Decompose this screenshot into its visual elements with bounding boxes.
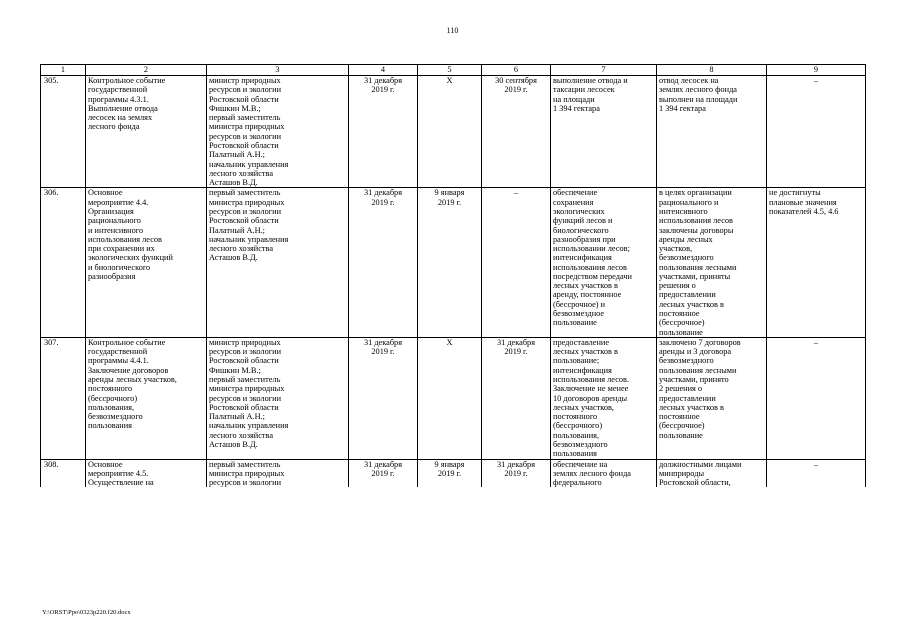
plan-date: 31 декабря 2019 г. [349,76,418,188]
planned-result: обеспечение на землях лесного фонда федерального [551,459,657,487]
start-date: 9 января 2019 г. [418,459,482,487]
reasons: не достигнуты плановые значения показателей 4.5, 4.6 [767,188,866,338]
col-header-1: 1 [41,65,86,76]
col-header-9: 9 [767,65,866,76]
measure-name: Контрольное событие государственной программы 4.4.1. Заключение договоров аренды лесных участков, постоянного (бессрочного) пользования, безвозмездного пользования [86,337,207,459]
measure-name: Контрольное событие государственной программы 4.3.1. Выполнение отвода лесосек на землях лесного фонда [86,76,207,188]
end-date: 30 сентября 2019 г. [482,76,551,188]
end-date: – [482,188,551,338]
report-table [40,64,866,487]
actual-result: отвод лесосек на землях лесного фонда выполнен на площади 1 394 гектара [657,76,767,188]
planned-result: выполнение отвода и таксации лесосек на площади 1 394 гектара [551,76,657,188]
col-header-7: 7 [551,65,657,76]
start-date: 9 января 2019 г. [418,188,482,338]
row-number: 308. [41,459,86,487]
table-row [41,459,866,487]
end-date: 31 декабря 2019 г. [482,459,551,487]
actual-result: заключено 7 договоров аренды и 3 договора безвозмездного пользования лесными участками, принято 2 решения о предоставлении лесных участков в постоянное (бессрочное) пользование [657,337,767,459]
col-header-6: 6 [482,65,551,76]
col-header-2: 2 [86,65,207,76]
col-header-5: 5 [418,65,482,76]
actual-result: должностными лицами минприроды Ростовской области, [657,459,767,487]
responsible-person: первый заместитель министра природных ресурсов и экологии Ростовской области Палатный А.Н.; начальник управления лесного хозяйства Асташов В.Д. [207,188,349,338]
responsible-person: министр природных ресурсов и экологии Ростовской области Фишкин М.В.; первый заместитель министра природных ресурсов и экологии Ростовской области Палатный А.Н.; начальник управления лесного хозяйства Асташов В.Д. [207,76,349,188]
plan-date: 31 декабря 2019 г. [349,188,418,338]
reasons: – [767,459,866,487]
responsible-person: первый заместитель министра природных ресурсов и экологии [207,459,349,487]
actual-result: в целях организации рационального и интенсивного использования лесов заключены договоры аренды лесных участков, безвозмездного пользования лесными участками, приняты решения о предоставлении лесных участков в постоянное (бессрочное) пользование [657,188,767,338]
col-header-4: 4 [349,65,418,76]
row-number: 306. [41,188,86,338]
reasons: – [767,337,866,459]
col-header-8: 8 [657,65,767,76]
header-row [41,65,866,76]
measure-name: Основное мероприятие 4.5. Осуществление на [86,459,207,487]
end-date: 31 декабря 2019 г. [482,337,551,459]
measure-name: Основное мероприятие 4.4. Организация рационального и интенсивного использования лесов при сохранении их экологических функций и биологического разнообразия [86,188,207,338]
col-header-3: 3 [207,65,349,76]
planned-result: предоставление лесных участков в пользование; интенсификация использования лесов. Заключение не менее 10 договоров аренды лесных участков, постоянного (бессрочного) пользования, безвозмездного пользования [551,337,657,459]
planned-result: обеспечение сохранения экологических функций лесов и биологического разнообразия при использовании лесов; интенсификация использования лесов посредством передачи лесных участков в аренду, постоянное (бессрочное) и безвозмездное пользование [551,188,657,338]
start-date: Х [418,337,482,459]
row-number: 307. [41,337,86,459]
footer-file-path: Y:\ORST\Ppo\0323p220.f20.docx [42,609,131,616]
page-number: 110 [446,26,459,35]
table-row [41,337,866,459]
responsible-person: министр природных ресурсов и экологии Ростовской области Фишкин М.В.; первый заместитель министра природных ресурсов и экологии Ростовской области Палатный А.Н.; начальник управления лесного хозяйства Асташов В.Д. [207,337,349,459]
table-row [41,188,866,338]
table-viewport [40,64,866,605]
plan-date: 31 декабря 2019 г. [349,337,418,459]
row-number: 305. [41,76,86,188]
table-row [41,76,866,188]
plan-date: 31 декабря 2019 г. [349,459,418,487]
reasons: – [767,76,866,188]
start-date: Х [418,76,482,188]
